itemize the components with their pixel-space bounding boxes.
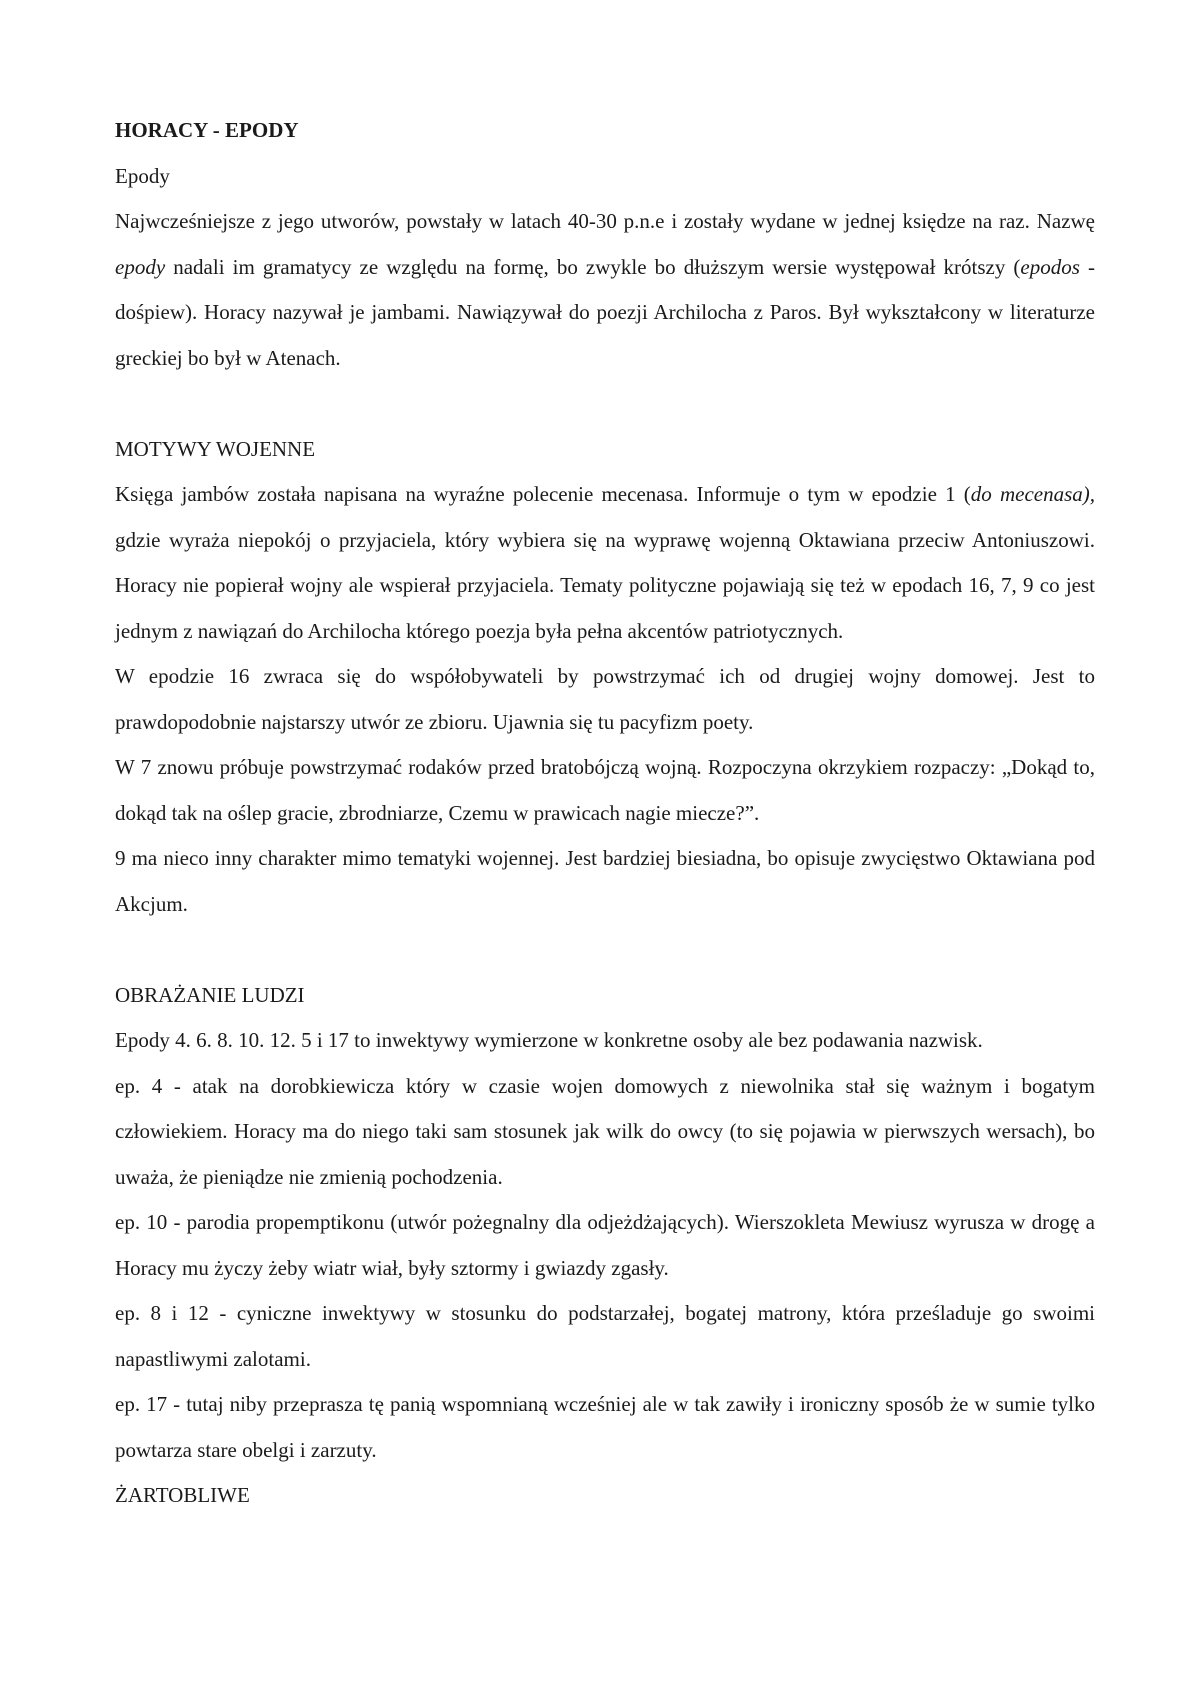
- intro-text-2: nadali im gramatycy ze względu na formę, bo zwykle bo dłuższym wersie występował krótszy (: [165, 254, 1021, 279]
- section1-paragraph-1: [115, 472, 1095, 654]
- intro-text-1: Najwcześniejsze z jego utworów, powstały w latach 40-30 p.n.e i zostały wydane w jednej księdze na raz. Nazwę: [115, 209, 1095, 233]
- section2-paragraph-4: ep. 8 i 12 - cyniczne inwektywy w stosunku do podstarzałej, bogatej matrony, która prześladuje go swoimi napastliwymi zalotami.: [115, 1301, 1095, 1371]
- section1-paragraph-2: W epodzie 16 zwraca się do współobywateli by powstrzymać ich od drugiej wojny domowej. Jest to prawdopodobnie najstarszy utwór ze zbioru. Ujawnia się tu pacyfizm poety.: [115, 664, 1095, 734]
- spacer: [115, 927, 1095, 973]
- section-heading-wojenne: MOTYWY WOJENNE: [115, 436, 316, 461]
- section1-paragraph-3: W 7 znowu próbuje powstrzymać rodaków przed bratobójczą wojną. Rozpoczyna okrzykiem rozpaczy: „Dokąd to, dokąd tak na oślep gracie, zbrodniarze, Czemu w prawicach nagie miecze?”.: [115, 755, 1095, 825]
- section2-paragraph-1: Epody 4. 6. 8. 10. 12. 5 i 17 to inwektywy wymierzone w konkretne osoby ale bez podawania nazwisk.: [115, 1028, 983, 1052]
- spacer: [115, 381, 1095, 427]
- section2-paragraph-2: ep. 4 - atak na dorobkiewicza który w czasie wojen domowych z niewolnika stał się ważnym i bogatym człowiekiem. Horacy ma do niego taki sam stosunek jak wilk do owcy (to się pojawia w pierwszych wersach), bo uważa, że pieniądze nie zmienią pochodzenia.: [115, 1073, 1095, 1189]
- intro-paragraph: [115, 199, 1095, 381]
- section-heading-obrazanie: OBRAŻANIE LUDZI: [115, 982, 305, 1007]
- section2-paragraph-3: ep. 10 - parodia propemptikonu (utwór pożegnalny dla odjeżdżających). Wierszokleta Mewiusz wyrusza w drogę a Horacy mu życzy żeby wiatr wiał, były sztormy i gwiazdy zgasły.: [115, 1210, 1095, 1280]
- section2-paragraph-5: ep. 17 - tutaj niby przeprasza tę panią wspomnianą wcześniej ale w tak zawiły i ironiczny sposób że w sumie tylko powtarza stare obelgi i zarzuty.: [115, 1392, 1095, 1462]
- document-page: [115, 108, 1095, 1519]
- document-subtitle: Epody: [115, 163, 170, 188]
- section1-text-1a: Księga jambów została napisana na wyraźne polecenie mecenasa. Informuje o tym w epodzie 1 (: [115, 482, 971, 506]
- intro-emphasis-2: epodos: [1020, 254, 1080, 279]
- section1-emphasis: do mecenasa),: [970, 482, 1095, 506]
- section1-text-1b: gdzie wyraża niepokój o przyjaciela, który wybiera się na wyprawę wojenną Oktawiana przeciw Antoniuszowi. Horacy nie popierał wojny ale wspierał przyjaciela. Tematy polityczne pojawiają się też w epodach 16, 7, 9 co jest jednym z nawiązań do Archilocha którego poezja była pełna akcentów patriotycznych.: [115, 527, 1095, 643]
- section-heading-zartobliwe: ŻARTOBLIWE: [115, 1483, 250, 1507]
- intro-emphasis-1: epody: [115, 254, 166, 279]
- section1-paragraph-4: 9 ma nieco inny charakter mimo tematyki wojennej. Jest bardziej biesiadna, bo opisuje zwycięstwo Oktawiana pod Akcjum.: [115, 846, 1095, 916]
- intro-text-3: - dośpiew). Horacy nazywał je jambami. Nawiązywał do poezji Archilocha z Paros. Był wykształcony w literaturze greckiej bo był w Atenach.: [115, 254, 1095, 370]
- document-title: HORACY - EPODY: [115, 118, 299, 142]
